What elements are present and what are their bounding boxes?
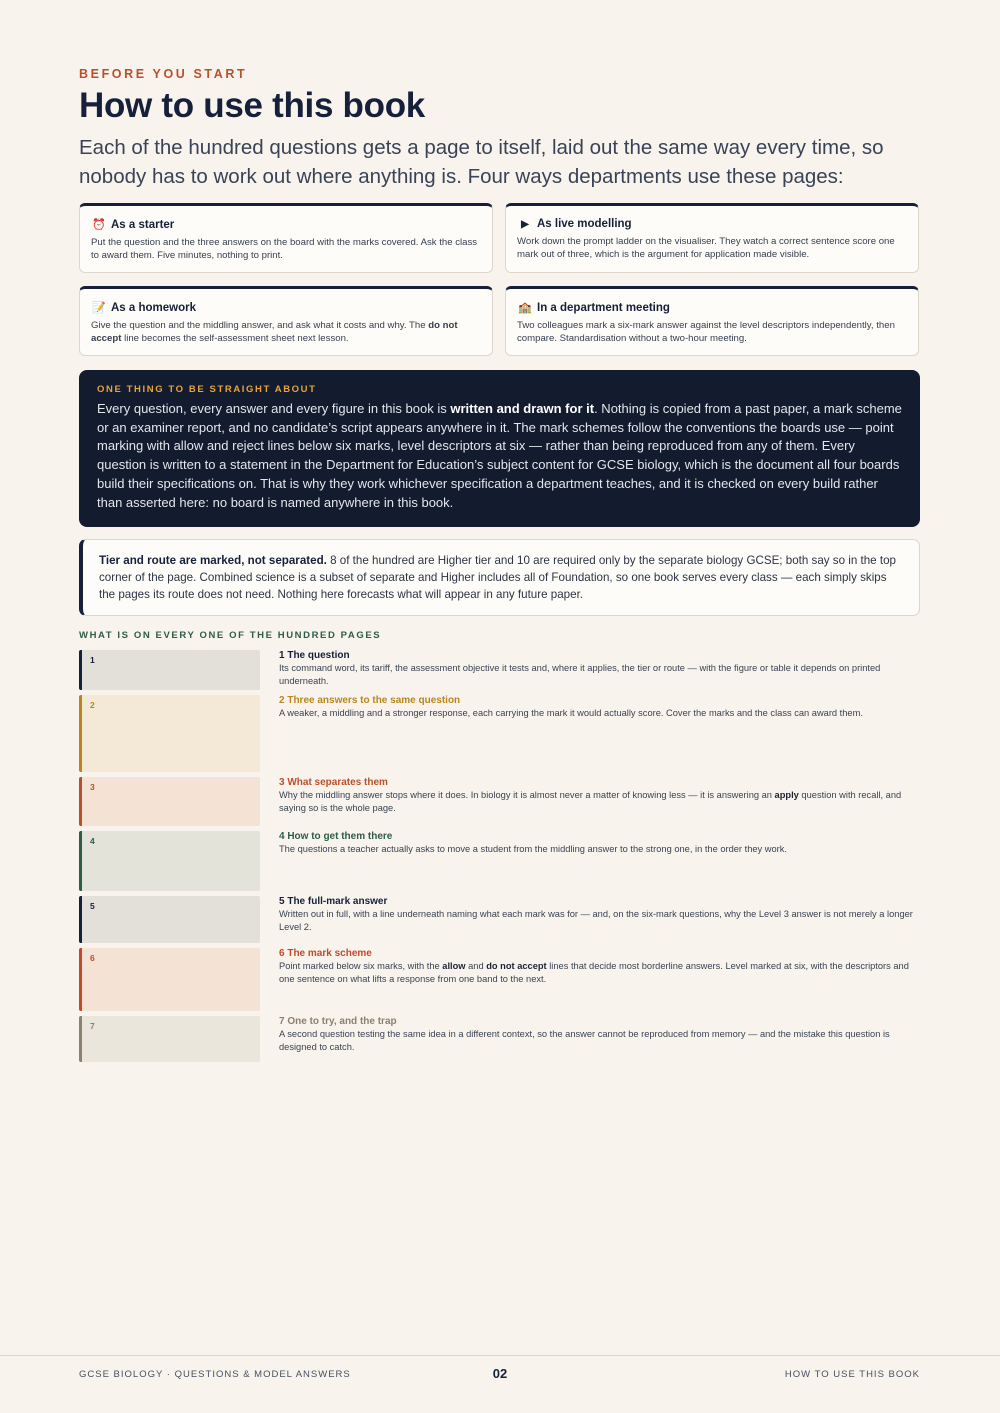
usage-card-department-meeting xyxy=(505,286,919,356)
callout-text: . Nothing is copied from a past paper, a mark scheme or an examiner report, and no candidate’s script appears anywhere in it. The mark schemes follow the conventions the boards use — point marking with allow and reject lines below six marks, level descriptors at six — rather than being reproduced from any of them. Every question is written to a statement in the Department for Education’s subject content for GCSE biology, which is the document all four boards build their specifications on. That is why they work whichever specification a department teaches, and it is checked on every build rather than asserted here: no board is named anywhere in this book. xyxy=(97,401,902,510)
section-body: A weaker, a middling and a stronger response, each carrying the mark it would actually score. Cover the marks and the class can award them. xyxy=(279,708,863,718)
card-title: As live modelling xyxy=(537,218,632,230)
section-title: 6 The mark scheme xyxy=(279,948,372,959)
page-number: 02 xyxy=(492,1366,508,1381)
section-swatch: 2 xyxy=(79,695,260,772)
school-building-icon: 🏫 xyxy=(518,302,532,314)
section-title: 2 Three answers to the same question xyxy=(279,695,461,706)
tier-note-body: 8 of the hundred are Higher tier and 10 are required only by the separate biology GCSE; both say so in the top corner of the page. Combined science is a subset of separate and Higher includes all of Foundation, so one book serves every class — each simply skips the pages its route does not need. Nothing here forecasts what will appear in any future paper. xyxy=(99,554,896,601)
card-body-text: Give the question and the middling answer, and ask what it costs and why. The xyxy=(91,320,429,331)
section-swatch: 5 xyxy=(79,896,260,943)
usage-card-live-modelling xyxy=(505,203,919,273)
section-swatch: 7 xyxy=(79,1016,260,1062)
card-body: Work down the prompt ladder on the visualiser. They watch a correct sentence score one mark out of three, which is the argument for application made visible. xyxy=(517,236,895,261)
section-body xyxy=(279,789,919,815)
card-title: As a starter xyxy=(111,218,175,231)
section-body: A second question testing the same idea in a different context, so the answer cannot be reproduced from memory — and the mistake this question is designed to catch. xyxy=(279,1029,890,1052)
memo-icon: 📝 xyxy=(92,302,106,314)
section-swatch: 6 xyxy=(79,948,260,1011)
section-body: Written out in full, with a line underneath naming what each mark was for — and, on the six-mark questions, why the Level 3 answer is not merely a longer Level 2. xyxy=(279,909,913,932)
card-title: In a department meeting xyxy=(537,301,670,314)
card-body: Put the question and the three answers on the board with the marks covered. Ask the class to award them. Five minutes, nothing to print. xyxy=(91,237,478,262)
section-body-text: question with recall, and saying so is the whole page. xyxy=(279,790,902,813)
footer-section-title: HOW TO USE THIS BOOK xyxy=(784,1369,920,1380)
section-swatch: 4 xyxy=(79,831,260,891)
callout-kicker: ONE THING TO BE STRAIGHT ABOUT xyxy=(97,384,317,395)
page-lede: Each of the hundred questions gets a page to itself, laid out the same way every time, so nobody has to work out where anything is. Four ways departments use these pages: xyxy=(79,136,884,188)
play-icon: ▶ xyxy=(521,218,529,230)
footer-divider xyxy=(0,1355,1000,1356)
section-title: 3 What separates them xyxy=(279,777,388,788)
tier-route-note xyxy=(79,539,920,616)
section-body: The questions a teacher actually asks to move a student from the middling answer to the strong one, in the order they work. xyxy=(279,844,787,854)
section-body-emphasis: apply xyxy=(774,790,799,800)
tier-note-lead: Tier and route are marked, not separated. xyxy=(99,554,327,567)
section-heading: WHAT IS ON EVERY ONE OF THE HUNDRED PAGES xyxy=(79,630,382,641)
footer-book-title: GCSE BIOLOGY · QUESTIONS & MODEL ANSWERS xyxy=(79,1369,351,1380)
section-swatch: 1 xyxy=(79,650,260,690)
section-title: 1 The question xyxy=(279,650,350,661)
section-body-text: lines that decide most borderline answers. Level marked at six, with the descriptors and one sentence on what lifts a response from one band to the next. xyxy=(279,961,909,984)
page-kicker: BEFORE YOU START xyxy=(79,67,248,81)
section-swatch: 3 xyxy=(79,777,260,826)
card-title: As a homework xyxy=(111,301,196,314)
section-body xyxy=(279,960,919,986)
section-title: 4 How to get them there xyxy=(279,831,393,842)
page-title: How to use this book xyxy=(79,86,425,125)
alarm-clock-icon: ⏰ xyxy=(92,219,106,231)
section-body-text: Point marked below six marks, with the xyxy=(279,961,443,971)
section-body-emphasis: allow xyxy=(442,961,466,971)
usage-card-homework xyxy=(79,286,493,356)
section-body-text: and xyxy=(465,961,487,971)
section-body-emphasis: do not accept xyxy=(486,961,547,971)
usage-card-starter xyxy=(79,203,493,273)
card-body xyxy=(91,319,481,345)
section-title: 5 The full-mark answer xyxy=(279,896,388,907)
card-body: Two colleagues mark a six-mark answer against the level descriptors independently, then compare. Standardisation without a two-hour meeting. xyxy=(517,320,895,345)
callout-body xyxy=(97,400,902,512)
card-body-text: line becomes the self-assessment sheet next lesson. xyxy=(121,333,349,345)
section-body: Its command word, its tariff, the assessment objective it tests and, where it applies, the tier or route — with the figure or table it depends on printed underneath. xyxy=(279,663,881,686)
section-title: 7 One to try, and the trap xyxy=(279,1016,397,1027)
honesty-callout xyxy=(79,370,920,527)
callout-emphasis: written and drawn for it xyxy=(450,401,595,416)
section-body-text: Why the middling answer stops where it does. In biology it is almost never a matter of knowing less — it is answering an xyxy=(279,790,775,800)
card-body-emphasis: do not accept xyxy=(91,320,458,345)
callout-text: Every question, every answer and every figure in this book is xyxy=(97,401,451,416)
